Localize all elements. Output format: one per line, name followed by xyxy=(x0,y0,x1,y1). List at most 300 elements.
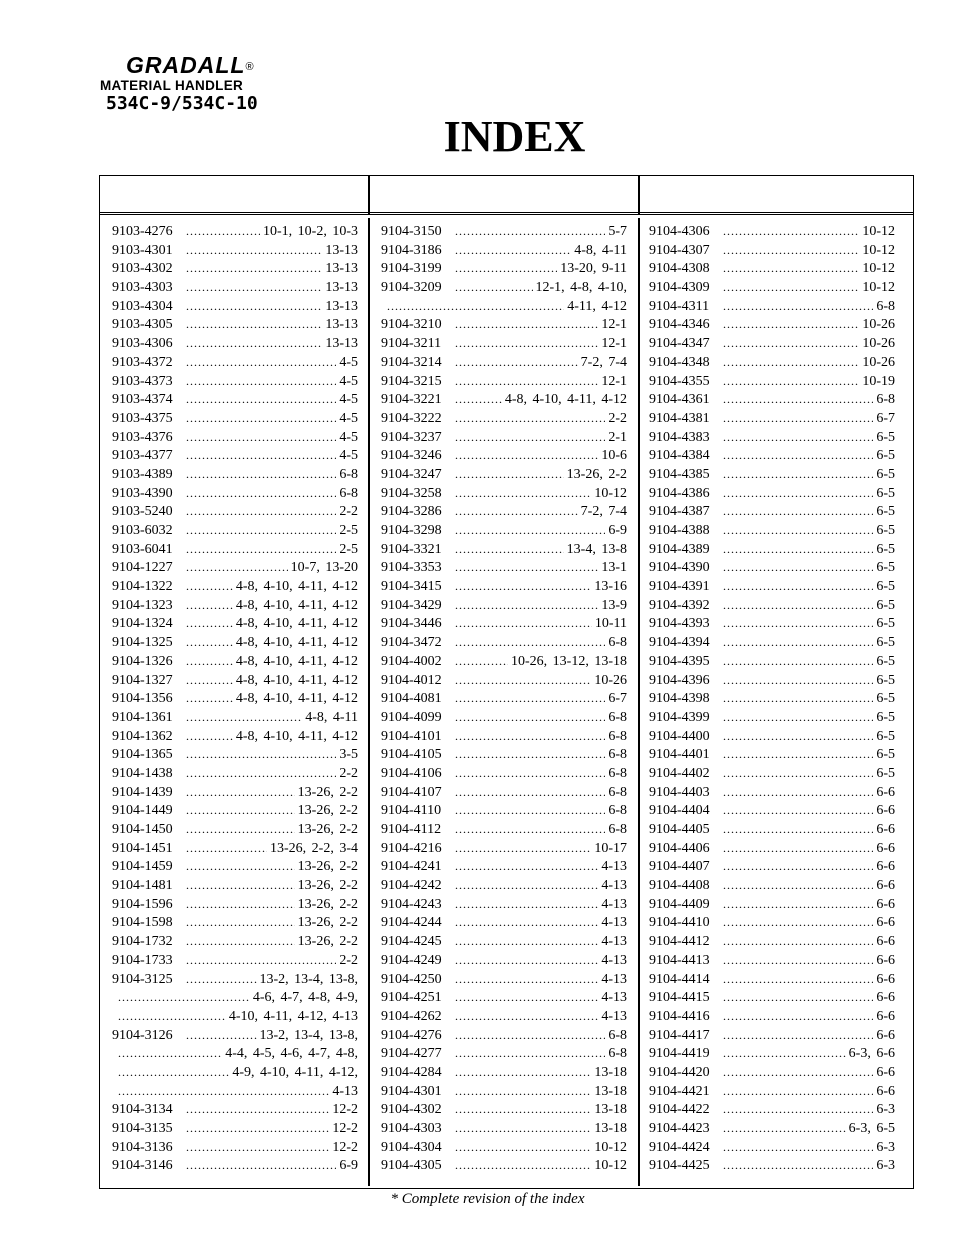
index-entry xyxy=(649,913,895,932)
index-entry xyxy=(381,633,627,652)
index-entry xyxy=(649,502,895,521)
dot-leader xyxy=(186,932,295,951)
index-entry xyxy=(112,689,358,708)
page-references: 6-5 xyxy=(876,429,895,445)
dot-leader xyxy=(455,1082,591,1101)
index-entry xyxy=(112,1063,358,1082)
index-entry xyxy=(381,1026,627,1045)
part-number: 9104-4308 xyxy=(649,261,710,277)
index-entry xyxy=(649,484,895,503)
dot-leader xyxy=(455,484,591,503)
page-references: 6-6 xyxy=(876,803,895,819)
index-entry xyxy=(112,1138,358,1157)
index-entry xyxy=(112,1119,358,1138)
index-entry xyxy=(112,502,358,521)
dot-leader xyxy=(723,820,873,839)
index-entry xyxy=(381,222,627,241)
page-references: 6-5 xyxy=(876,616,895,632)
dot-leader xyxy=(723,540,873,559)
dot-leader xyxy=(455,222,605,241)
dot-leader xyxy=(455,708,605,727)
page-references: 13-9 xyxy=(601,597,627,613)
page-references: 6-8 xyxy=(608,747,627,763)
page-references: 4-8, 4-10, 4-11, 4-12 xyxy=(504,392,627,408)
index-entry xyxy=(381,1119,627,1138)
index-entry xyxy=(381,783,627,802)
index-entry xyxy=(649,577,895,596)
part-number: 9104-4099 xyxy=(381,709,442,725)
index-entry xyxy=(649,727,895,746)
dot-leader xyxy=(186,241,322,260)
dot-leader xyxy=(455,1044,605,1063)
page-references: 6-6 xyxy=(876,1027,895,1043)
index-entry xyxy=(112,988,358,1007)
page-references: 2-5 xyxy=(339,523,358,538)
page-references: 6-5 xyxy=(876,672,895,688)
page-references: 6-6 xyxy=(876,878,895,894)
page-references: 6-5 xyxy=(876,653,895,669)
part-number: 9104-3221 xyxy=(381,392,442,408)
index-entry xyxy=(381,652,627,671)
page-references: 13-20, 9-11 xyxy=(560,261,627,277)
index-entry xyxy=(112,1007,358,1026)
index-entry xyxy=(649,708,895,727)
index-entry xyxy=(381,951,627,970)
part-number: 9104-4424 xyxy=(649,1139,710,1155)
header-divider xyxy=(638,176,640,214)
dot-leader xyxy=(186,633,233,652)
dot-leader xyxy=(186,764,336,783)
part-number: 9104-4355 xyxy=(649,373,710,389)
dot-leader xyxy=(455,315,598,334)
index-entry xyxy=(112,913,358,932)
dot-leader xyxy=(455,1100,591,1119)
index-entry xyxy=(649,857,895,876)
part-number: 9103-5240 xyxy=(112,504,173,520)
dot-leader xyxy=(118,1063,229,1082)
part-number: 9104-1438 xyxy=(112,765,173,781)
page-references: 12-1 xyxy=(601,317,627,333)
dot-leader xyxy=(186,689,233,708)
page-references: 13-13 xyxy=(325,317,358,333)
part-number: 9104-4262 xyxy=(381,1008,442,1024)
index-entry xyxy=(112,484,358,503)
dot-leader xyxy=(723,614,873,633)
part-number: 9104-3125 xyxy=(112,971,173,987)
part-number: 9103-4304 xyxy=(112,298,173,314)
part-number: 9104-4419 xyxy=(649,1046,710,1062)
page-references: 13-18 xyxy=(594,1083,627,1099)
part-number: 9104-3321 xyxy=(381,541,442,557)
page-references: 12-2 xyxy=(332,1121,358,1136)
dot-leader xyxy=(723,876,873,895)
index-entry xyxy=(649,820,895,839)
part-number: 9104-4110 xyxy=(381,803,442,819)
part-number: 9104-1362 xyxy=(112,728,173,744)
dot-leader xyxy=(455,1138,591,1157)
page-references: 6-5 xyxy=(876,485,895,501)
part-number: 9104-3134 xyxy=(112,1102,173,1118)
part-number: 9104-4409 xyxy=(649,896,710,912)
page-references: 6-6 xyxy=(876,952,895,968)
page-references: 4-11, 4-12 xyxy=(567,298,627,314)
page-references: 6-6 xyxy=(876,859,895,875)
page-references: 4-13 xyxy=(332,1083,358,1099)
page-references: 13-13 xyxy=(325,261,358,277)
index-entry xyxy=(381,708,627,727)
dot-leader xyxy=(186,951,336,970)
index-entry xyxy=(112,764,358,783)
part-number: 9104-4401 xyxy=(649,747,710,763)
index-entry xyxy=(112,353,358,372)
index-entry xyxy=(381,839,627,858)
page-references: 6-3 xyxy=(876,1102,895,1118)
index-entry xyxy=(112,409,358,428)
dot-leader xyxy=(186,876,295,895)
index-entry xyxy=(381,428,627,447)
dot-leader xyxy=(186,1026,257,1045)
dot-leader xyxy=(723,372,859,391)
dot-leader xyxy=(455,745,605,764)
page-references: 13-2, 13-4, 13-8, xyxy=(259,1027,358,1043)
part-number: 9104-4306 xyxy=(649,224,710,239)
index-entry xyxy=(112,241,358,260)
page-references: 4-8, 4-10, 4-11, 4-12 xyxy=(235,672,358,688)
page-references: 6-5 xyxy=(876,504,895,520)
dot-leader xyxy=(186,222,260,241)
page-references: 10-19 xyxy=(862,373,895,389)
dot-leader xyxy=(455,334,598,353)
page-references: 6-6 xyxy=(876,840,895,856)
page-references: 6-8 xyxy=(608,635,627,651)
page-references: 6-8 xyxy=(608,1027,627,1043)
part-number: 9104-4309 xyxy=(649,280,710,296)
index-entry xyxy=(112,596,358,615)
dot-leader xyxy=(455,521,605,540)
index-entry xyxy=(649,278,895,297)
part-number: 9103-4390 xyxy=(112,485,173,501)
part-number: 9104-3209 xyxy=(381,280,442,296)
part-number: 9104-4251 xyxy=(381,990,442,1006)
page-references: 6-6 xyxy=(876,915,895,931)
page-references: 4-5 xyxy=(339,392,358,408)
dot-leader xyxy=(723,764,873,783)
dot-leader xyxy=(723,446,873,465)
index-entry xyxy=(381,988,627,1007)
dot-leader xyxy=(455,465,564,484)
dot-leader xyxy=(186,558,288,577)
index-entry xyxy=(649,839,895,858)
part-number: 9104-4423 xyxy=(649,1121,710,1136)
part-number: 9104-4406 xyxy=(649,840,710,856)
page-references: 4-4, 4-5, 4-6, 4-7, 4-8, xyxy=(225,1046,358,1062)
dot-leader xyxy=(186,671,233,690)
part-number: 9104-1323 xyxy=(112,597,173,613)
index-column-3 xyxy=(649,222,895,1175)
index-entry xyxy=(649,652,895,671)
index-entry xyxy=(112,1156,358,1175)
page-references: 4-13 xyxy=(601,878,627,894)
index-entry xyxy=(649,390,895,409)
part-number: 9104-1322 xyxy=(112,579,173,595)
part-number: 9103-6032 xyxy=(112,523,173,538)
dot-leader xyxy=(723,278,859,297)
part-number: 9104-4403 xyxy=(649,784,710,800)
part-number: 9104-1439 xyxy=(112,784,173,800)
dot-leader xyxy=(723,259,859,278)
index-entry xyxy=(381,1138,627,1157)
index-entry xyxy=(112,558,358,577)
index-entry xyxy=(112,783,358,802)
product-line: MATERIAL HANDLER xyxy=(100,78,244,93)
index-entry xyxy=(381,820,627,839)
page-references: 2-2 xyxy=(339,504,358,520)
index-entry xyxy=(381,297,627,316)
dot-leader xyxy=(455,409,605,428)
dot-leader xyxy=(455,801,605,820)
part-number: 9104-3353 xyxy=(381,560,442,576)
page-references: 6-5 xyxy=(876,765,895,781)
dot-leader xyxy=(186,278,322,297)
dot-leader xyxy=(723,484,873,503)
dot-leader xyxy=(723,857,873,876)
index-entry xyxy=(381,1063,627,1082)
dot-leader xyxy=(455,633,605,652)
index-entry xyxy=(649,465,895,484)
page-references: 12-1, 4-8, 4-10, xyxy=(535,280,627,296)
page-references: 10-12 xyxy=(594,1158,627,1174)
dot-leader xyxy=(186,1119,329,1138)
part-number: 9104-3136 xyxy=(112,1139,173,1155)
index-entry xyxy=(649,1063,895,1082)
index-entry xyxy=(112,970,358,989)
index-entry xyxy=(381,353,627,372)
dot-leader xyxy=(723,1044,846,1063)
part-number: 9103-4389 xyxy=(112,466,173,482)
dot-leader xyxy=(186,708,302,727)
part-number: 9103-6041 xyxy=(112,541,173,557)
index-entry xyxy=(649,671,895,690)
page-references: 10-1, 10-2, 10-3 xyxy=(263,224,358,239)
dot-leader xyxy=(723,409,873,428)
part-number: 9104-4398 xyxy=(649,691,710,707)
part-number: 9104-4101 xyxy=(381,728,442,744)
part-number: 9104-3186 xyxy=(381,242,442,258)
dot-leader xyxy=(118,1082,329,1101)
dot-leader xyxy=(723,353,859,372)
dot-leader xyxy=(723,315,859,334)
page-references: 6-5 xyxy=(876,448,895,464)
page-references: 6-8 xyxy=(608,1046,627,1062)
index-entry xyxy=(112,820,358,839)
part-number: 9104-4311 xyxy=(649,298,710,314)
index-entry xyxy=(381,577,627,596)
dot-leader xyxy=(118,988,250,1007)
dot-leader xyxy=(723,1138,873,1157)
dot-leader xyxy=(186,428,336,447)
dot-leader xyxy=(455,783,605,802)
dot-leader xyxy=(186,652,233,671)
dot-leader xyxy=(186,315,322,334)
part-number: 9104-1481 xyxy=(112,878,173,894)
part-number: 9104-4244 xyxy=(381,915,442,931)
index-entry xyxy=(112,727,358,746)
dot-leader xyxy=(186,970,257,989)
part-number: 9104-3211 xyxy=(381,336,442,352)
index-entry xyxy=(112,857,358,876)
dot-leader xyxy=(186,783,295,802)
page-references: 4-8, 4-10, 4-11, 4-12 xyxy=(235,728,358,744)
dot-leader xyxy=(723,932,873,951)
dot-leader xyxy=(186,390,336,409)
index-entry xyxy=(381,970,627,989)
page-references: 6-5 xyxy=(876,560,895,576)
part-number: 9104-3126 xyxy=(112,1027,173,1043)
part-number: 9103-4374 xyxy=(112,392,173,408)
dot-leader xyxy=(455,1119,591,1138)
page-references: 6-5 xyxy=(876,691,895,707)
part-number: 9104-1324 xyxy=(112,616,173,632)
page-references: 4-5 xyxy=(339,373,358,389)
index-entry xyxy=(381,558,627,577)
part-number: 9104-4413 xyxy=(649,952,710,968)
part-number: 9103-4376 xyxy=(112,429,173,445)
part-number: 9104-1598 xyxy=(112,915,173,931)
part-number: 9104-1356 xyxy=(112,691,173,707)
page-references: 6-8 xyxy=(608,803,627,819)
part-number: 9104-4383 xyxy=(649,429,710,445)
index-entry xyxy=(112,614,358,633)
index-entry xyxy=(381,895,627,914)
page-references: 10-7, 13-20 xyxy=(290,560,358,576)
page-references: 6-5 xyxy=(876,728,895,744)
dot-leader xyxy=(186,297,322,316)
part-number: 9104-4389 xyxy=(649,541,710,557)
dot-leader xyxy=(455,259,557,278)
index-entry xyxy=(381,596,627,615)
dot-leader xyxy=(455,1063,591,1082)
index-entry xyxy=(649,353,895,372)
index-entry xyxy=(112,652,358,671)
part-number: 9104-1361 xyxy=(112,709,173,725)
dot-leader xyxy=(455,839,591,858)
part-number: 9104-4347 xyxy=(649,336,710,352)
page-references: 4-6, 4-7, 4-8, 4-9, xyxy=(252,990,358,1006)
part-number: 9104-3150 xyxy=(381,224,442,239)
page-references: 12-1 xyxy=(601,336,627,352)
dot-leader xyxy=(455,988,598,1007)
part-number: 9104-1451 xyxy=(112,840,173,856)
page-references: 13-26, 2-2 xyxy=(297,784,358,800)
dot-leader xyxy=(723,951,873,970)
part-number: 9104-4242 xyxy=(381,878,442,894)
page-references: 13-13 xyxy=(325,280,358,296)
page-references: 13-26, 2-2 xyxy=(297,896,358,912)
page-references: 13-26, 2-2 xyxy=(297,803,358,819)
part-number: 9104-1459 xyxy=(112,859,173,875)
page-references: 6-5 xyxy=(876,747,895,763)
part-number: 9104-4410 xyxy=(649,915,710,931)
index-entry xyxy=(112,876,358,895)
page-references: 4-5 xyxy=(339,410,358,426)
index-entry xyxy=(649,446,895,465)
index-entry xyxy=(112,708,358,727)
index-entry xyxy=(649,334,895,353)
index-entry xyxy=(381,465,627,484)
index-entry xyxy=(649,259,895,278)
dot-leader xyxy=(186,614,233,633)
index-entry xyxy=(112,428,358,447)
page-references: 6-6 xyxy=(876,990,895,1006)
index-entry xyxy=(112,633,358,652)
part-number: 9104-4361 xyxy=(649,392,710,408)
part-number: 9104-4241 xyxy=(381,859,442,875)
page-references: 13-26, 2-2 xyxy=(297,915,358,931)
index-entry xyxy=(649,222,895,241)
part-number: 9103-4306 xyxy=(112,336,173,352)
part-number: 9104-4243 xyxy=(381,896,442,912)
part-number: 9104-1365 xyxy=(112,747,173,763)
part-number: 9104-4404 xyxy=(649,803,710,819)
page-references: 13-18 xyxy=(594,1064,627,1080)
page-references: 6-7 xyxy=(876,410,895,426)
page-references: 4-13 xyxy=(601,934,627,950)
page-references: 10-26 xyxy=(862,336,895,352)
part-number: 9104-4105 xyxy=(381,747,442,763)
part-number: 9104-3247 xyxy=(381,466,442,482)
part-number: 9104-4420 xyxy=(649,1064,710,1080)
part-number: 9104-4416 xyxy=(649,1008,710,1024)
page-references: 6-6 xyxy=(876,896,895,912)
page-references: 6-5 xyxy=(876,523,895,538)
page-references: 13-1 xyxy=(601,560,627,576)
page-references: 4-8, 4-11 xyxy=(574,242,627,258)
part-number: 9104-4385 xyxy=(649,466,710,482)
page-references: 6-5 xyxy=(876,541,895,557)
dot-leader xyxy=(723,465,873,484)
table-header xyxy=(100,176,913,213)
index-entry xyxy=(649,801,895,820)
part-number: 9103-4276 xyxy=(112,224,173,239)
page-references: 6-3 xyxy=(876,1158,895,1174)
index-entry xyxy=(381,259,627,278)
part-number: 9104-4012 xyxy=(381,672,442,688)
dot-leader xyxy=(186,502,336,521)
part-number: 9104-4393 xyxy=(649,616,710,632)
part-number: 9104-4415 xyxy=(649,990,710,1006)
index-entry xyxy=(381,390,627,409)
part-number: 9104-3210 xyxy=(381,317,442,333)
index-entry xyxy=(381,484,627,503)
page-references: 4-8, 4-10, 4-11, 4-12 xyxy=(235,597,358,613)
part-number: 9104-4002 xyxy=(381,653,442,669)
page-references: 4-5 xyxy=(339,429,358,445)
page-references: 6-7 xyxy=(608,691,627,707)
index-entry xyxy=(649,428,895,447)
index-entry xyxy=(649,1119,895,1138)
index-entry xyxy=(649,521,895,540)
dot-leader xyxy=(723,502,873,521)
page-references: 10-17 xyxy=(594,840,627,856)
dot-leader xyxy=(455,1156,591,1175)
index-entry xyxy=(112,540,358,559)
page-references: 6-5 xyxy=(876,597,895,613)
dot-leader xyxy=(186,1100,329,1119)
part-number: 9104-4422 xyxy=(649,1102,710,1118)
dot-leader xyxy=(723,801,873,820)
gradall-logo xyxy=(100,52,310,114)
index-entry xyxy=(649,297,895,316)
